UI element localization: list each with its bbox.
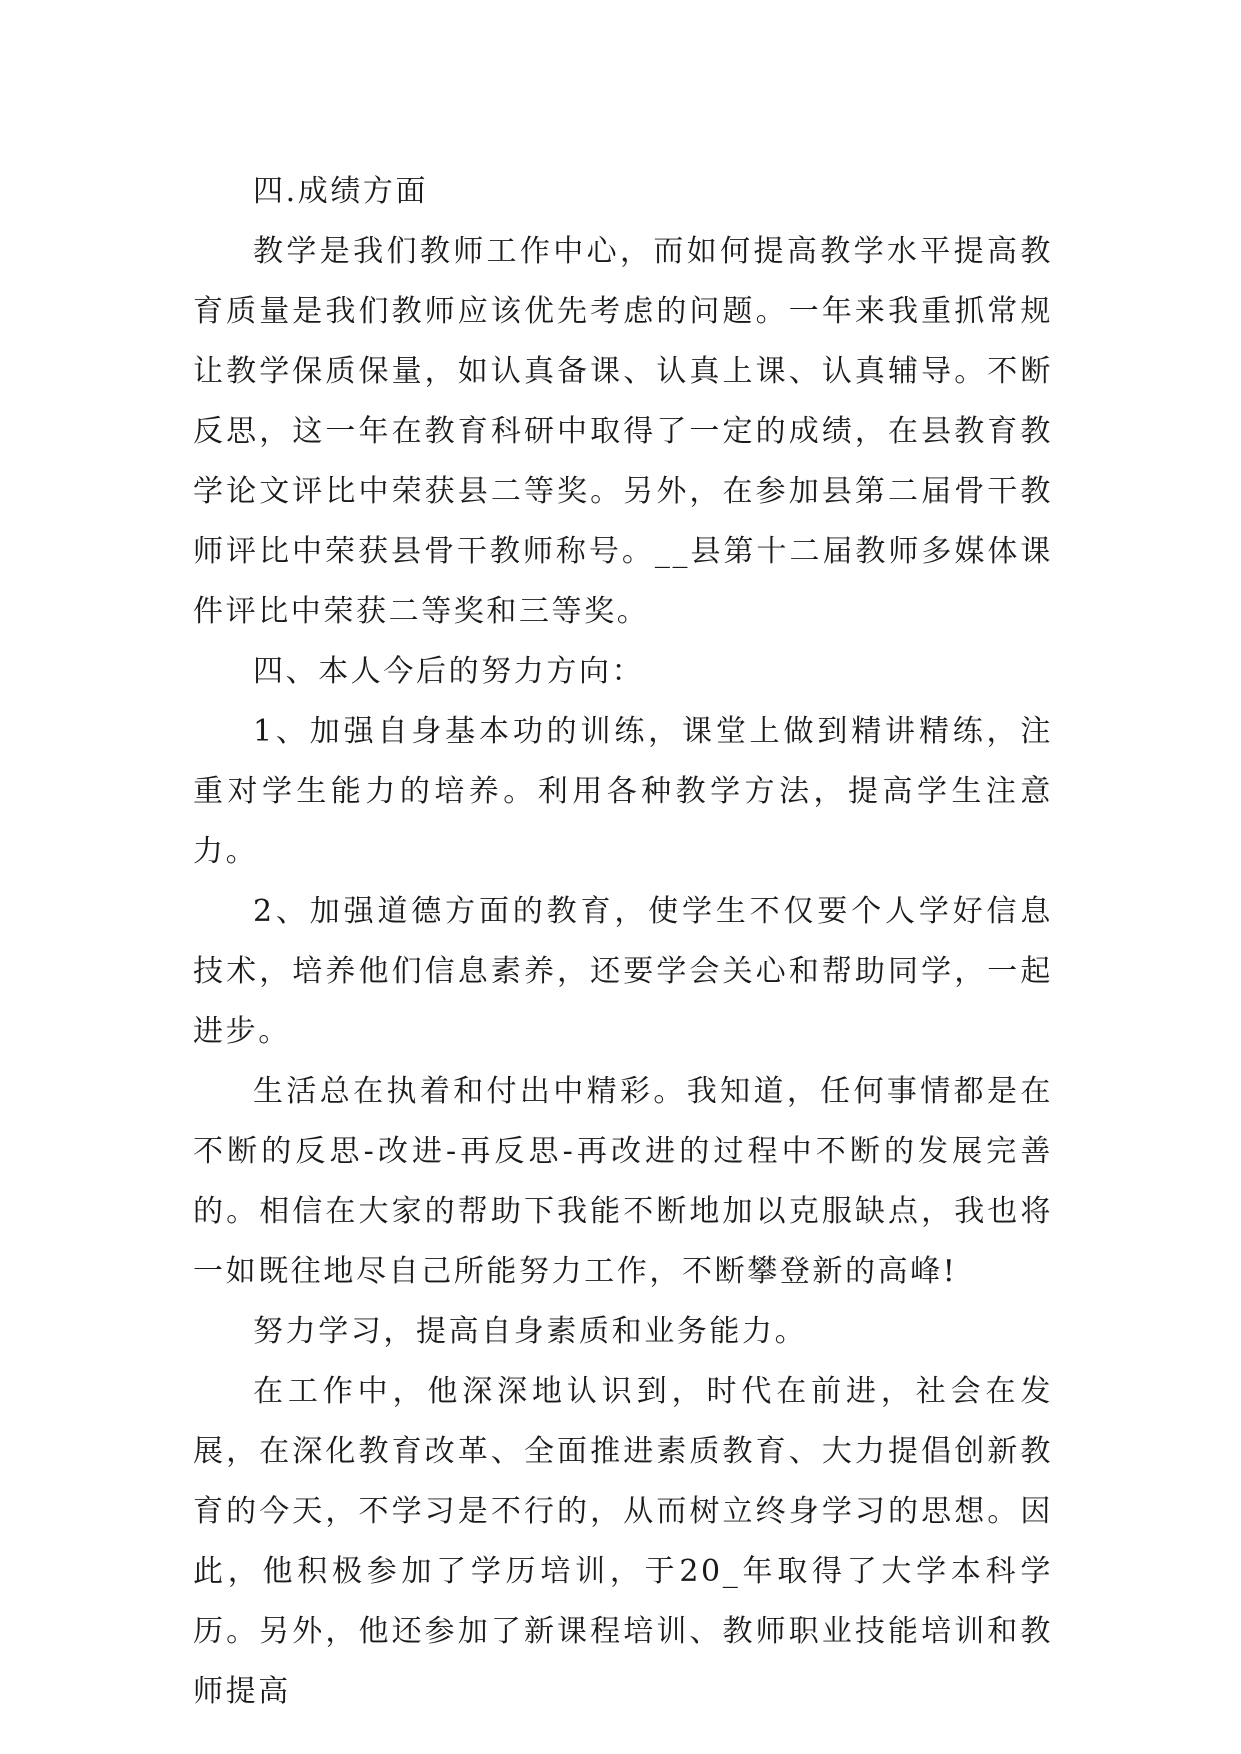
document-body (193, 162, 1053, 1722)
section-heading-future-direction: 四、本人今后的努力方向： (253, 654, 645, 689)
paragraph-reflection: 生活总在执着和付出中精彩。我知道，任何事情都是在不断的反思-改进-再反思-再改进的过程中不断的发展完善的。相信在大家的帮助下我能不断地加以克服缺点，我也将一如既往地尽自己所能努力工作，不断攀登新的高峰! (193, 1074, 1053, 1289)
paragraph-teaching-achievements: 教学是我们教师工作中心，而如何提高教学水平提高教育质量是我们教师应该优先考虑的问题。一年来我重抓常规让教学保质保量，如认真备课、认真上课、认真辅导。不断反思，这一年在教育科研中取得了一定的成绩，在县教育教学论文评比中荣获县二等奖。另外，在参加县第二届骨干教师评比中荣获县骨干教师称号。__县第十二届教师多媒体课件评比中荣获二等奖和三等奖。 (193, 234, 1053, 629)
list-item-2: 2、加强道德方面的教育，使学生不仅要个人学好信息技术，培养他们信息素养，还要学会关心和帮助同学，一起进步。 (193, 894, 1053, 1049)
paragraph-lifelong-learning: 在工作中，他深深地认识到，时代在前进，社会在发展，在深化教育改革、全面推进素质教育、大力提倡创新教育的今天，不学习是不行的，从而树立终身学习的思想。因此，他积极参加了学历培训，于20_年取得了大学本科学历。另外，他还参加了新课程培训、教师职业技能培训和教师提高 (193, 1374, 1053, 1709)
section-heading-achievements: 四.成绩方面 (253, 174, 429, 209)
paragraph-study-heading: 努力学习，提高自身素质和业务能力。 (253, 1314, 808, 1349)
list-item-1: 1、加强自身基本功的训练，课堂上做到精讲精练，注重对学生能力的培养。利用各种教学方法，提高学生注意力。 (193, 714, 1053, 869)
